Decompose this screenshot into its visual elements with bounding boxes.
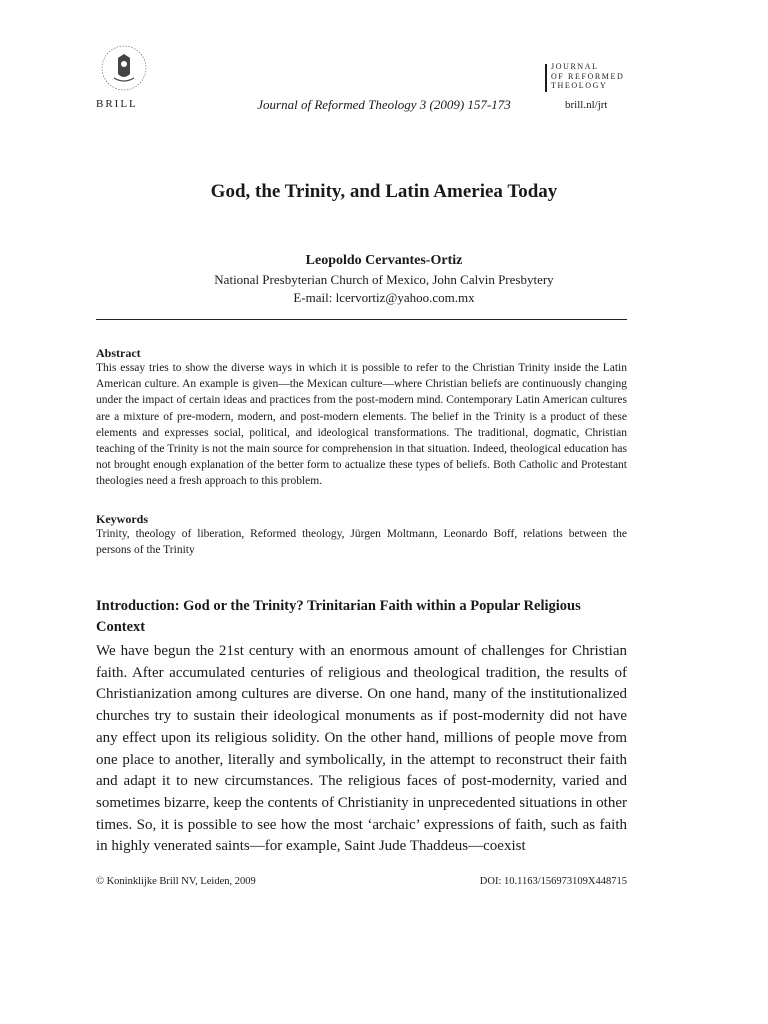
section-heading: Introduction: God or the Trinity? Trinitarian Faith within a Popular Religious Context — [96, 598, 581, 635]
keywords-text: Trinity, theology of liberation, Reformed theology, Jürgen Moltmann, Leonardo Boff, relations between the persons of the Trinity — [96, 528, 627, 556]
author-email[interactable]: E-mail: lcervortiz@yahoo.com.mx — [293, 290, 475, 305]
keywords-heading: Keywords — [96, 512, 148, 526]
abstract-heading: Abstract — [96, 346, 141, 360]
journal-website-link[interactable]: brill.nl/jrt — [565, 99, 608, 111]
journal-logo — [545, 62, 645, 94]
copyright-notice: © Koninklijke Brill NV, Leiden, 2009 — [96, 876, 256, 887]
doi-link[interactable]: DOI: 10.1163/156973109X448715 — [479, 876, 627, 887]
author-affiliation: National Presbyterian Church of Mexico, John Calvin Presbytery — [214, 272, 554, 287]
author-name: Leopoldo Cervantes-Ortiz — [305, 253, 463, 268]
publisher-name: BRILL — [96, 98, 138, 110]
journal-citation: Journal of Reformed Theology 3 (2009) 157-173 — [257, 97, 511, 112]
journal-logo-line-1: JOURNAL — [551, 62, 599, 71]
title-divider — [96, 319, 627, 320]
journal-logo-line-3: THEOLOGY — [551, 81, 608, 90]
abstract-text: This essay tries to show the diverse ways in which it is possible to refer to the Christian Trinity inside the Latin American culture. An example is given—the Mexican culture—where Christian beliefs are continuously changing under the impact of certain ideas and practices from the post-modern mind. Contemporary Latin American cultures are a mixture of pre-modern, modern, and post-modern elements. The belief in the Trinity is a product of these elements and expresses social, political, and ideological transformations. The traditional, dogmatic, Christian teaching of the Trinity is not the main source for comprehension in that situation. Indeed, theological education has not brought enough explanation of the better form to actualize these types of beliefs. Both Catholic and Protestant theologies need a fresh approach to this problem. — [96, 362, 627, 488]
publisher-seal-icon — [100, 44, 148, 92]
journal-logo-line-2: OF REFORMED — [551, 71, 625, 81]
article-title: God, the Trinity, and Latin Ameriea Today — [210, 181, 558, 202]
journal-logo-bar — [545, 64, 547, 92]
section-body-text: We have begun the 21st century with an enormous amount of challenges for Christian faith. After accumulated centuries of religious and theological tradition, the results of Christianization among cultures are diverse. On one hand, many of the institutionalized churches try to sustain their ideological monuments as if post-modernity did not have any effect upon its religious solidity. On the other hand, millions of people move from one place to another, literally and symbolically, in the attempt to reconstruct their faith and adapt it to new circumstances. The religious faces of post-modernity, varied and sometimes bizarre, keep the contents of Christianity in unprecedented situations in other times. So, it is possible to see how the most ‘archaic’ expressions of faith, such as faith in highly venerated saints—for example, Saint Jude Thaddeus—coexist — [96, 643, 627, 855]
